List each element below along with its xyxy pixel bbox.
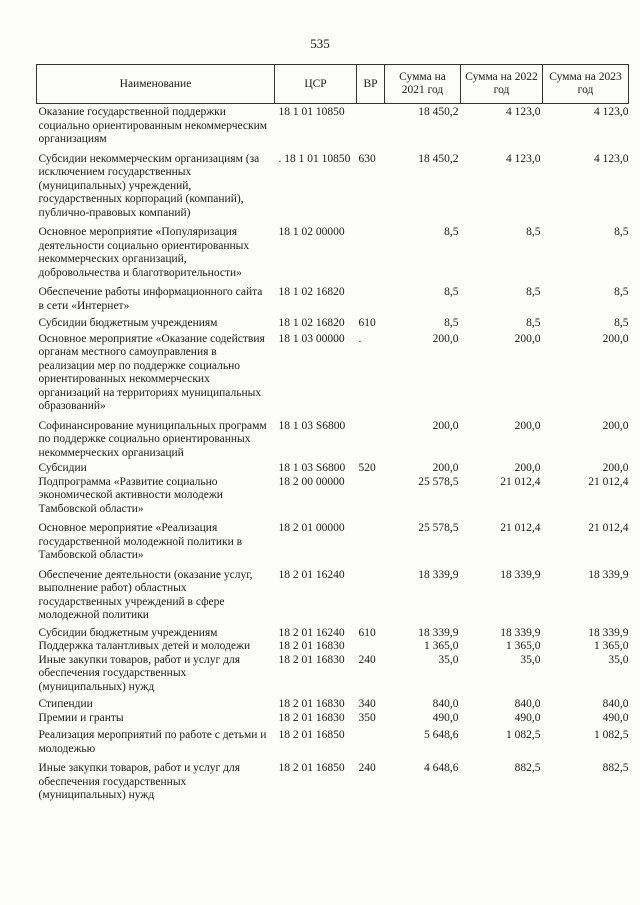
row-sum-2021: 8,5 <box>444 317 459 329</box>
row-sum-2022: 4 123,0 <box>506 106 541 118</box>
row-sum-2023: 200,0 <box>602 332 629 345</box>
row-vr <box>357 516 385 563</box>
row-name: Субсидии бюджетным учреждениям <box>38 626 218 639</box>
row-name: Софинансирование муниципальных программ по поддержке социально ориентированных некоммерческих организаций <box>38 419 267 459</box>
row-csr: 18 2 00 00000 <box>278 475 345 488</box>
row-vr <box>357 104 385 147</box>
row-sum-2023: 8,5 <box>614 317 629 329</box>
row-sum-2023: 35,0 <box>608 653 629 666</box>
row-sum-2022: 35,0 <box>520 653 541 666</box>
row-vr: 630 <box>358 152 376 165</box>
row-csr: 18 1 03 00000 <box>278 332 345 345</box>
row-sum-2023: 4 123,0 <box>594 152 629 165</box>
table-row <box>37 147 629 221</box>
row-vr <box>357 563 385 623</box>
row-name: Обеспечение работы информационного сайта в сети «Интернет» <box>38 286 263 312</box>
row-sum-2021: 8,5 <box>444 286 459 298</box>
row-sum-2021: 35,0 <box>438 653 459 666</box>
row-sum-2023: 4 123,0 <box>594 106 629 118</box>
row-name: Обеспечение деятельности (оказание услуг, выполнение работ) областных государственных учреждений в сфере молодежной политики <box>38 568 253 621</box>
row-name: Иные закупки товаров, работ и услуг для обеспечения государственных (муниципальных) нужд <box>38 762 240 801</box>
header-name: Наименование <box>37 65 275 104</box>
header-sum-2023: Сумма на 2023 год <box>543 65 629 104</box>
row-vr <box>357 414 385 461</box>
row-sum-2021: 8,5 <box>444 226 459 238</box>
row-csr: 18 2 01 16830 <box>278 698 345 710</box>
row-name: Основное мероприятие «Реализация государственной молодежной политики в Тамбовской области» <box>38 522 243 561</box>
row-sum-2022: 18 339,9 <box>500 568 541 581</box>
row-csr: 18 2 01 16240 <box>278 626 345 639</box>
row-sum-2022: 840,0 <box>514 698 541 710</box>
table-row <box>37 640 629 654</box>
row-sum-2022: 1 082,5 <box>506 729 541 741</box>
row-csr: 18 2 01 16830 <box>278 653 345 666</box>
row-name: Реализация мероприятий по работе с детьми и молодежью <box>38 729 267 755</box>
row-name: Субсидии <box>38 462 87 474</box>
header-sum-2021: Сумма на 2021 год <box>385 65 461 104</box>
row-sum-2022: 200,0 <box>514 419 541 432</box>
table-row <box>37 694 629 712</box>
header-vr: ВР <box>357 65 385 104</box>
row-sum-2023: 21 012,4 <box>588 475 629 488</box>
row-sum-2021: 200,0 <box>432 419 459 432</box>
row-vr: 350 <box>358 711 376 724</box>
row-csr: . 18 1 01 10850 <box>278 152 351 165</box>
row-sum-2023: 200,0 <box>602 462 629 474</box>
row-sum-2021: 1 365,0 <box>424 640 459 652</box>
row-name: Субсидии некоммерческим организациям (за исключением государственных (муниципальных) учреждений, государственных корпораций (компаний), публично-правовых компаний) <box>38 152 260 219</box>
row-sum-2021: 200,0 <box>432 332 459 345</box>
row-csr: 18 2 01 16830 <box>278 640 345 652</box>
row-csr: 18 1 02 16820 <box>278 286 345 298</box>
row-sum-2022: 21 012,4 <box>500 522 541 534</box>
table-row <box>37 712 629 726</box>
table-row <box>37 331 629 414</box>
table-row <box>37 313 629 331</box>
row-name: Оказание государственной поддержки социально ориентированным некоммерческим организациям <box>38 106 268 145</box>
table-row <box>37 414 629 461</box>
row-csr: 18 2 01 16850 <box>278 762 345 774</box>
row-name: Премии и гранты <box>38 711 124 724</box>
row-vr: 610 <box>358 626 376 639</box>
row-sum-2023: 1 082,5 <box>594 729 629 741</box>
table-row <box>37 104 629 147</box>
row-sum-2021: 5 648,6 <box>424 729 459 741</box>
table-row <box>37 756 629 803</box>
table-row <box>37 563 629 623</box>
row-sum-2021: 18 339,9 <box>418 626 459 639</box>
row-sum-2022: 8,5 <box>526 286 541 298</box>
row-sum-2022: 21 012,4 <box>500 475 541 488</box>
row-sum-2023: 1 365,0 <box>594 640 629 652</box>
row-vr: 340 <box>358 698 376 710</box>
row-vr <box>357 725 385 756</box>
row-sum-2023: 8,5 <box>614 226 629 238</box>
row-sum-2021: 25 578,5 <box>418 522 459 534</box>
row-sum-2022: 18 339,9 <box>500 626 541 639</box>
row-vr <box>357 640 385 654</box>
row-sum-2022: 200,0 <box>514 462 541 474</box>
row-sum-2021: 490,0 <box>432 711 459 724</box>
row-sum-2023: 8,5 <box>614 286 629 298</box>
table-row <box>37 725 629 756</box>
table-row <box>37 460 629 476</box>
table-row <box>37 280 629 313</box>
row-sum-2021: 840,0 <box>432 698 459 710</box>
row-sum-2021: 200,0 <box>432 462 459 474</box>
row-vr <box>357 220 385 280</box>
row-csr: 18 2 01 00000 <box>278 522 345 534</box>
row-name: Поддержка талантливых детей и молодежи <box>38 640 251 652</box>
row-name: Подпрограмма «Развитие социально экономической активности молодежи Тамбовской области» <box>38 475 223 515</box>
row-vr <box>357 280 385 313</box>
row-sum-2023: 18 339,9 <box>588 568 629 581</box>
row-vr: 610 <box>358 317 376 329</box>
row-name: Основное мероприятие «Популяризация деятельности социально ориентированных некоммерческих организаций, добровольчества и благотворительности» <box>38 226 250 279</box>
row-sum-2022: 200,0 <box>514 332 541 345</box>
row-sum-2023: 882,5 <box>602 762 629 774</box>
row-csr: 18 1 02 00000 <box>278 226 345 238</box>
row-vr: 240 <box>358 762 376 774</box>
table-row <box>37 220 629 280</box>
row-sum-2023: 200,0 <box>602 419 629 432</box>
row-csr: 18 1 03 S6800 <box>278 419 346 432</box>
row-sum-2021: 18 339,9 <box>418 568 459 581</box>
row-name: Основное мероприятие «Оказание содействия органам местного самоуправления в реализации мер по поддержке социально ориентированных некоммерческих организаций на территориях муниципальных образований» <box>38 332 265 412</box>
row-vr: . <box>358 332 362 345</box>
row-sum-2021: 25 578,5 <box>418 475 459 488</box>
row-vr: 240 <box>358 653 376 666</box>
row-csr: 18 2 01 16850 <box>278 729 345 741</box>
row-csr: 18 1 03 S6800 <box>278 462 346 474</box>
row-name: Иные закупки товаров, работ и услуг для обеспечения государственных (муниципальных) нужд <box>38 653 240 693</box>
row-sum-2021: 18 450,2 <box>418 152 459 165</box>
row-sum-2022: 8,5 <box>526 317 541 329</box>
row-csr: 18 1 01 10850 <box>278 106 345 118</box>
row-csr: 18 2 01 16830 <box>278 711 345 724</box>
row-sum-2023: 21 012,4 <box>588 522 629 534</box>
row-sum-2023: 18 339,9 <box>588 626 629 639</box>
page-number: 535 <box>310 36 330 51</box>
row-sum-2022: 4 123,0 <box>506 152 541 165</box>
budget-table <box>36 64 629 803</box>
table-row <box>37 654 629 695</box>
row-sum-2023: 840,0 <box>602 698 629 710</box>
header-csr: ЦСР <box>275 65 357 104</box>
row-sum-2022: 882,5 <box>514 762 541 774</box>
table-row <box>37 476 629 517</box>
row-sum-2022: 8,5 <box>526 226 541 238</box>
row-vr: 520 <box>358 462 376 474</box>
row-csr: 18 1 02 16820 <box>278 317 345 329</box>
row-csr: 18 2 01 16240 <box>278 568 345 581</box>
row-sum-2021: 4 648,6 <box>424 762 459 774</box>
header-sum-2022: Сумма на 2022 год <box>461 65 543 104</box>
table-header-row <box>37 65 629 104</box>
row-sum-2021: 18 450,2 <box>418 106 459 118</box>
table-row <box>37 623 629 641</box>
table-row <box>37 516 629 563</box>
row-name: Субсидии бюджетным учреждениям <box>38 317 218 329</box>
row-vr <box>357 476 385 517</box>
row-sum-2022: 1 365,0 <box>506 640 541 652</box>
row-sum-2023: 490,0 <box>602 711 629 724</box>
row-name: Стипендии <box>38 698 93 710</box>
row-sum-2022: 490,0 <box>514 711 541 724</box>
